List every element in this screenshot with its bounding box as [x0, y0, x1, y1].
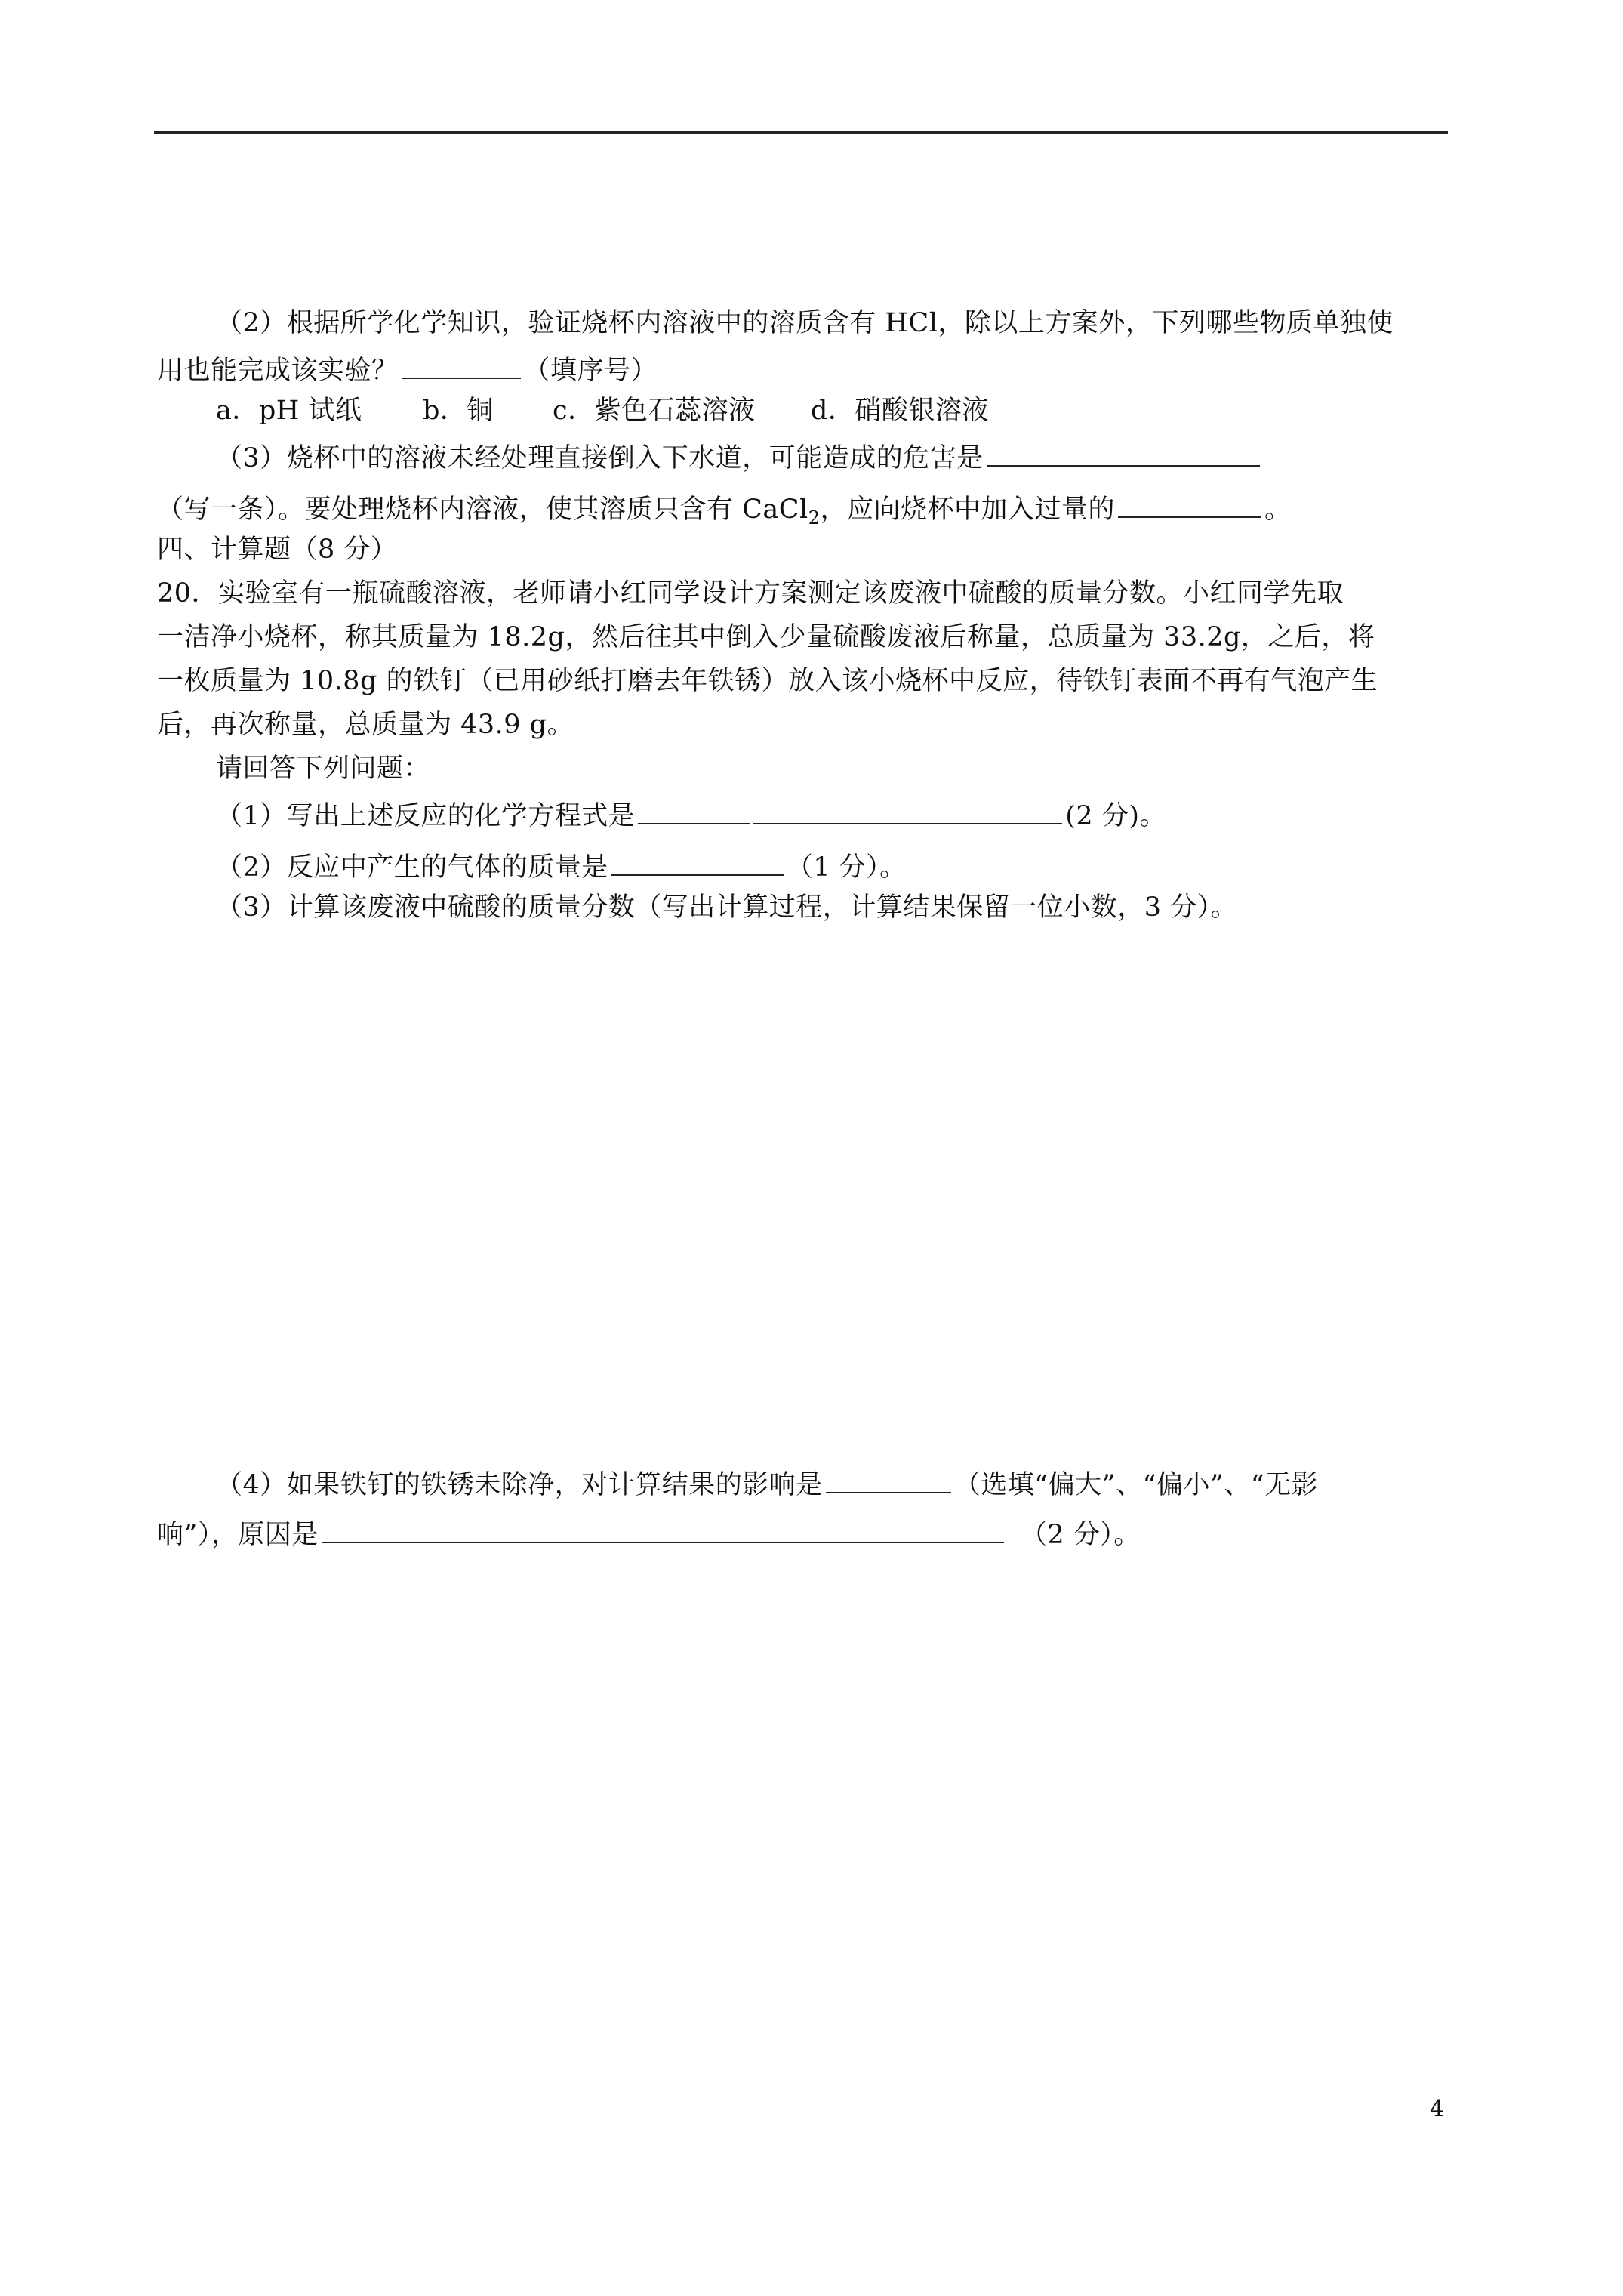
q20-sub1	[216, 796, 1166, 833]
option-b: b．铜	[423, 396, 494, 426]
q19-part2-line2	[157, 350, 658, 387]
q20-sub4-text: （4）如果铁钉的铁锈未除净，对计算结果的影响是	[216, 1470, 823, 1500]
q19-part2-suffix: （填序号）	[523, 356, 658, 386]
q19-part2-question: 用也能完成该实验？	[157, 356, 399, 386]
q19-part3-line2	[157, 489, 1292, 529]
page-number: 4	[1430, 2096, 1445, 2122]
q20-prompt: 请回答下列问题：	[216, 754, 431, 784]
q20-line4: 后，再次称量，总质量为 43.9 g。	[157, 710, 574, 740]
q20-sub3: （3）计算该废液中硫酸的质量分数（写出计算过程，计算结果保留一位小数，3 分）。	[216, 892, 1238, 923]
option-c: c．紫色石蕊溶液	[553, 396, 756, 426]
q20-line1: 20．实验室有一瓶硫酸溶液，老师请小红同学设计方案测定该废液中硫酸的质量分数。小红同学先取	[157, 578, 1344, 609]
period: 。	[1264, 495, 1292, 525]
answer-blank-part2[interactable]	[402, 350, 521, 379]
answer-blank-effect[interactable]	[826, 1465, 951, 1493]
q20-line3: 一枚质量为 10.8g 的铁钉（已用砂纸打磨去年铁锈）放入该小烧杯中反应，待铁钉表面不再有气泡产生	[157, 666, 1378, 696]
section-heading: 四、计算题（8 分）	[157, 535, 398, 565]
q20-line2: 一洁净小烧杯，称其质量为 18.2g，然后往其中倒入少量硫酸废液后称量，总质量为 33.2g，之后，将	[157, 622, 1375, 652]
q20-sub4-line1	[216, 1465, 1318, 1502]
q20-sub2-text: （2）反应中产生的气体的质量是	[216, 852, 608, 883]
q20-sub1-score: (2 分)。	[1065, 801, 1166, 831]
q20-sub2	[216, 847, 907, 884]
q19-part3-line1	[216, 438, 1263, 475]
answer-blank-reagent[interactable]	[1118, 489, 1261, 518]
q20-sub4-score: （2 分）。	[1020, 1520, 1141, 1550]
q20-sub2-score: （1 分）。	[786, 852, 907, 883]
answer-blank-equation-2[interactable]	[753, 796, 1062, 824]
answer-blank-harm[interactable]	[987, 438, 1260, 467]
q19-options	[216, 394, 989, 427]
q20-sub1-text: （1）写出上述反应的化学方程式是	[216, 801, 636, 831]
answer-blank-gas-mass[interactable]	[611, 847, 784, 876]
subscript-2: 2	[808, 507, 821, 529]
header-rule	[154, 131, 1448, 134]
q20-sub4-choices: （选填“偏大”、“偏小”、“无影	[953, 1470, 1319, 1500]
q19-part3-text-b: ，应向烧杯中加入过量的	[820, 495, 1116, 525]
option-a: a．pH 试纸	[216, 396, 362, 426]
answer-blank-reason[interactable]	[322, 1515, 1004, 1543]
q20-sub4-line2	[157, 1515, 1141, 1552]
q19-part3-question: （3）烧杯中的溶液未经处理直接倒入下水道，可能造成的危害是	[216, 443, 984, 473]
answer-blank-equation-1[interactable]	[638, 796, 750, 824]
q20-sub4-reason-label: 响”），原因是	[157, 1520, 319, 1550]
q19-part3-text-a: （写一条）。要处理烧杯内溶液，使其溶质只含有 CaCl	[157, 495, 808, 525]
option-d: d．硝酸银溶液	[811, 396, 989, 426]
q19-part2-line1: （2）根据所学化学知识，验证烧杯内溶液中的溶质含有 HCl，除以上方案外，下列哪些物质单独使	[216, 308, 1394, 338]
